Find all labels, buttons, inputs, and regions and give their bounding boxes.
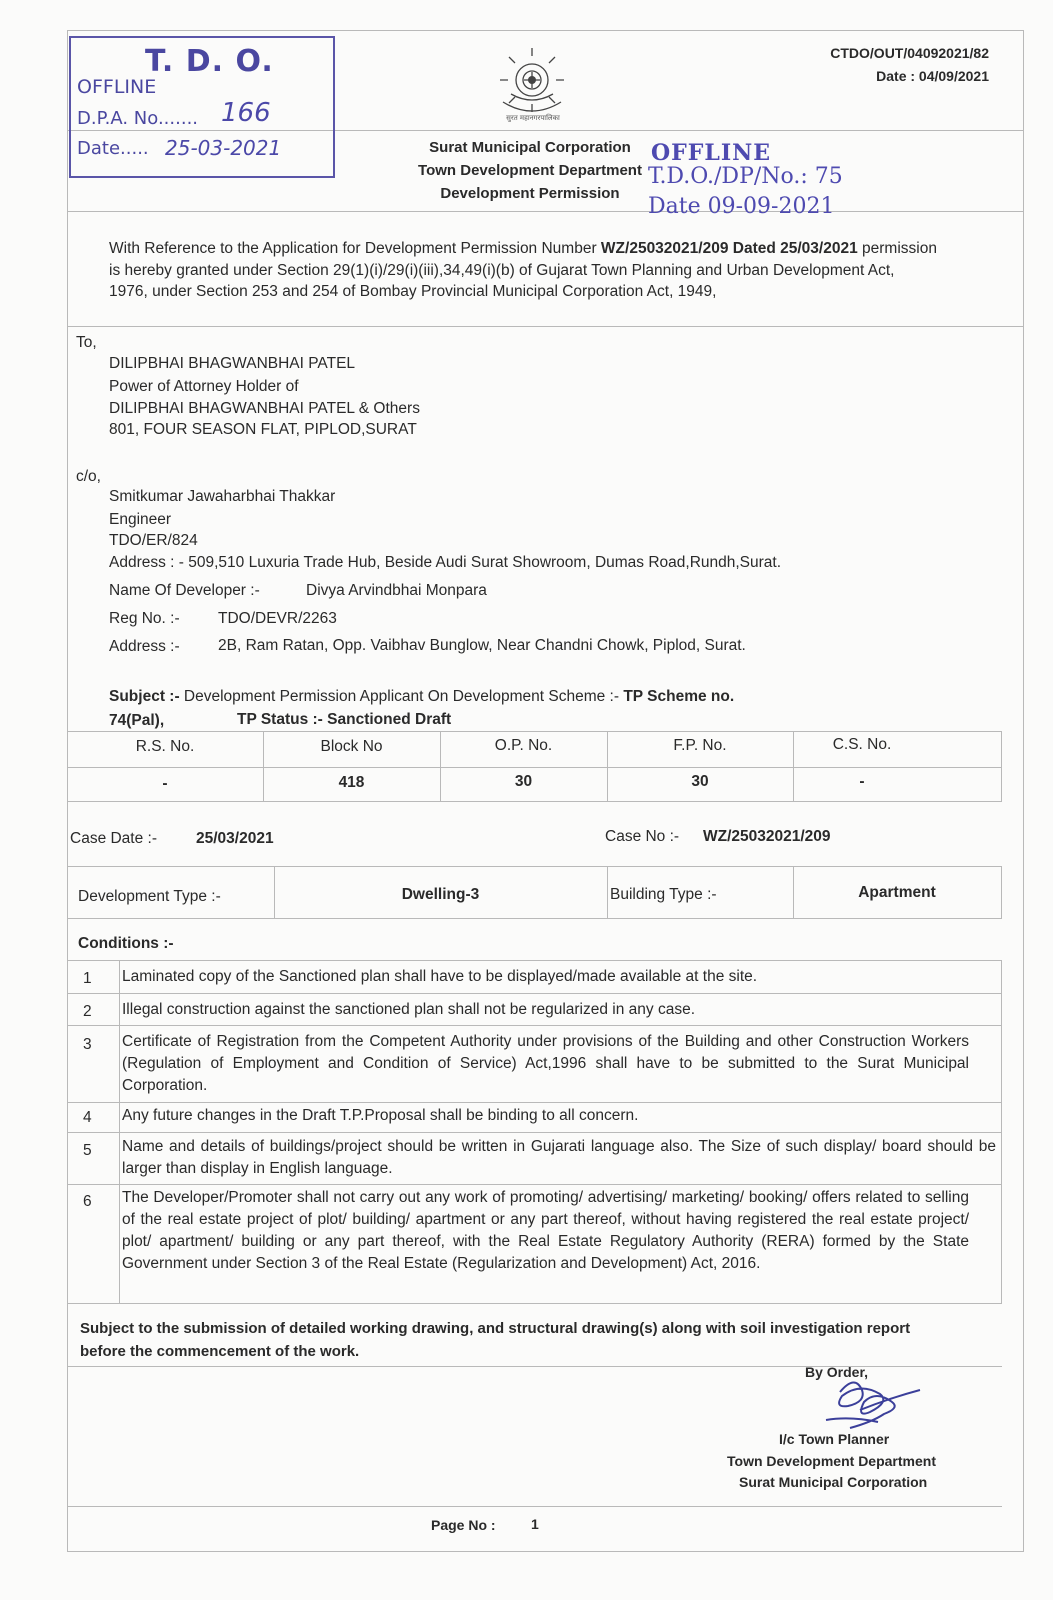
building-type-value: Apartment (858, 884, 936, 901)
rule (67, 801, 1002, 802)
subject-label: Subject :- (109, 688, 180, 705)
condition-text: Laminated copy of the Sanctioned plan shall have to be displayed/made available at the site. (122, 968, 758, 985)
plot-value-rs: - (162, 775, 168, 792)
document-title: Development Permission (440, 185, 620, 202)
plot-header-op: O.P. No. (494, 737, 553, 754)
rule (67, 1102, 1002, 1103)
developer-name: Divya Arvindbhai Monpara (306, 582, 487, 599)
stamp-dpa-number: 166 (221, 98, 271, 128)
signature-image (820, 1372, 930, 1436)
plot-header-block: Block No (320, 738, 383, 755)
rule (67, 866, 1002, 867)
addressee-line: 801, FOUR SEASON FLAT, PIPLOD,SURAT (109, 421, 417, 438)
condition-text: Illegal construction against the sanctioned plan shall not be regularized in any case. (122, 1001, 696, 1018)
rule (67, 960, 1002, 961)
condition-number: 6 (83, 1193, 92, 1210)
rule (67, 731, 1002, 732)
reference-number: CTDO/OUT/04092021/82 (830, 45, 989, 61)
developer-label: Name Of Developer :- (109, 582, 260, 599)
signatory-organization: Surat Municipal Corporation (739, 1474, 928, 1490)
co-label: c/o, (76, 468, 101, 485)
addressee-line: Power of Attorney Holder of (109, 378, 299, 395)
tp-status-value: Sanctioned Draft (327, 711, 452, 728)
footer-note-line-2: before the commencement of the work. (80, 1343, 360, 1360)
stamp-date-label: Date..... (77, 138, 149, 159)
signatory-department: Town Development Department (727, 1453, 936, 1469)
rule (67, 1506, 1002, 1507)
rule (67, 993, 1002, 994)
condition-number: 2 (83, 1003, 92, 1020)
plot-header-cs: C.S. No. (832, 736, 892, 753)
condition-number: 4 (83, 1109, 92, 1126)
rule (1001, 960, 1002, 1303)
condition-text: The Developer/Promoter shall not carry out any work of promoting/ advertising/ marketing/ booking/ offers related to selling of the real estate project of plot/ building/ apartment or any part thereof, without having registered the real estate project/ plot/ apartment/ building or any part thereof, with the Real Estate Regulatory Authority (RERA) formed by the State Government under Section 3 of the Real Estate (Regularization and Development) Act, 2016. (122, 1189, 969, 1272)
tdo-stamp (69, 36, 335, 178)
rule (1001, 866, 1002, 918)
rule (67, 211, 1023, 212)
condition-text: Any future changes in the Draft T.P.Proposal shall be binding to all concern. (122, 1107, 639, 1124)
subject-line (109, 688, 734, 706)
by-order: By Order, (805, 1364, 869, 1380)
case-date-label: Case Date :- (70, 830, 158, 847)
case-date-value: 25/03/2021 (196, 830, 274, 847)
condition-number: 1 (83, 970, 92, 987)
rule (67, 918, 1002, 919)
plot-value-fp: 30 (691, 773, 709, 790)
reference-line-2: is hereby granted under Section 29(1)(i)/29(i)(iii),34,49(i)(b) of Gujarat Town Planning and Urban Development Act, (109, 262, 895, 279)
rule (67, 1025, 1002, 1026)
rule (1001, 731, 1002, 801)
plot-header-fp: F.P. No. (673, 737, 727, 754)
engineer-role: Engineer (109, 511, 172, 528)
org-name: Surat Municipal Corporation (429, 139, 631, 156)
offline-stamp-number: T.D.O./DP/No.: 75 (648, 164, 843, 189)
development-type-value: Dwelling-3 (401, 886, 480, 903)
conditions-title: Conditions :- (78, 935, 174, 952)
rule (67, 767, 1002, 768)
page-label: Page No : (431, 1517, 496, 1533)
stamp-dpa-label: D.P.A. No....... (77, 108, 199, 129)
subject-text: Development Permission Applicant On Development Scheme :- (179, 688, 624, 705)
condition-number: 5 (83, 1142, 92, 1159)
stamp-offline: OFFLINE (77, 76, 157, 98)
header-date: Date : 04/09/2021 (876, 68, 989, 84)
regno-value: TDO/DEVR/2263 (218, 610, 337, 627)
condition-text: Name and details of buildings/project should be written in Gujarati language also. The Size of such display/ board should be larger than display in English language. (122, 1138, 996, 1177)
engineer-reg: TDO/ER/824 (109, 532, 198, 549)
reference-text: permission (857, 240, 937, 257)
page-number: 1 (531, 1516, 539, 1532)
developer-address-label: Address :- (109, 638, 180, 655)
developer-address-value: 2B, Ram Ratan, Opp. Vaibhav Bunglow, Near Chandni Chowk, Piplod, Surat. (218, 637, 746, 654)
condition-text: Certificate of Registration from the Competent Authority under provisions of the Building and other Construction Workers (Regulation of Employment and Condition of Service) Act,1996 shall have to be submitted to the Surat Municipal Corporation. (122, 1033, 969, 1094)
plot-header-rs: R.S. No. (135, 738, 195, 755)
stamp-title: T. D. O. (145, 44, 274, 79)
emblem-caption: सुरत महानगरपालिका (506, 114, 560, 122)
regno-label: Reg No. :- (109, 610, 180, 627)
case-no-value: WZ/25032021/209 (703, 828, 831, 845)
stamp-date-value: 25-03-2021 (165, 136, 282, 160)
case-no-label: Case No :- (605, 828, 680, 845)
tp-scheme-continued: 74(Pal), (109, 712, 165, 729)
smc-emblem-logo (491, 44, 573, 128)
rule (67, 1132, 1002, 1133)
to-label: To, (76, 334, 97, 351)
offline-stamp-date: Date 09-09-2021 (648, 194, 835, 219)
footer-note-line-1: Subject to the submission of detailed working drawing, and structural drawing(s) along with soil investigation report (80, 1320, 911, 1337)
rule (119, 960, 120, 1303)
building-type-label: Building Type :- (610, 886, 717, 903)
tp-scheme: TP Scheme no. (623, 688, 735, 705)
signatory-designation: I/c Town Planner (779, 1431, 890, 1447)
reference-line-1 (109, 240, 937, 258)
rule (67, 326, 1023, 327)
addressee-line: DILIPBHAI BHAGWANBHAI PATEL & Others (109, 400, 420, 417)
tp-status-label: TP Status :- (237, 711, 323, 728)
rule (607, 866, 608, 918)
plot-value-block: 418 (338, 774, 365, 791)
department-name: Town Development Department (418, 162, 642, 179)
plot-value-op: 30 (514, 773, 533, 790)
addressee-line: DILIPBHAI BHAGWANBHAI PATEL (109, 355, 356, 372)
engineer-name: Smitkumar Jawaharbhai Thakkar (109, 488, 336, 505)
plot-value-cs: - (859, 773, 865, 790)
rule (67, 1303, 1002, 1304)
engineer-address: Address : - 509,510 Luxuria Trade Hub, Beside Audi Surat Showroom, Dumas Road,Rundh,Surat. (109, 554, 782, 571)
offline-stamp-label: OFFLINE (651, 140, 772, 166)
development-type-label: Development Type :- (78, 888, 221, 905)
reference-line-3: 1976, under Section 253 and 254 of Bombay Provincial Municipal Corporation Act, 1949, (109, 283, 717, 300)
application-number: WZ/25032021/209 Dated 25/03/2021 (600, 240, 858, 257)
reference-text: With Reference to the Application for Development Permission Number (109, 240, 601, 257)
condition-number: 3 (83, 1036, 92, 1053)
rule (67, 1184, 1002, 1185)
tp-status (237, 711, 451, 729)
